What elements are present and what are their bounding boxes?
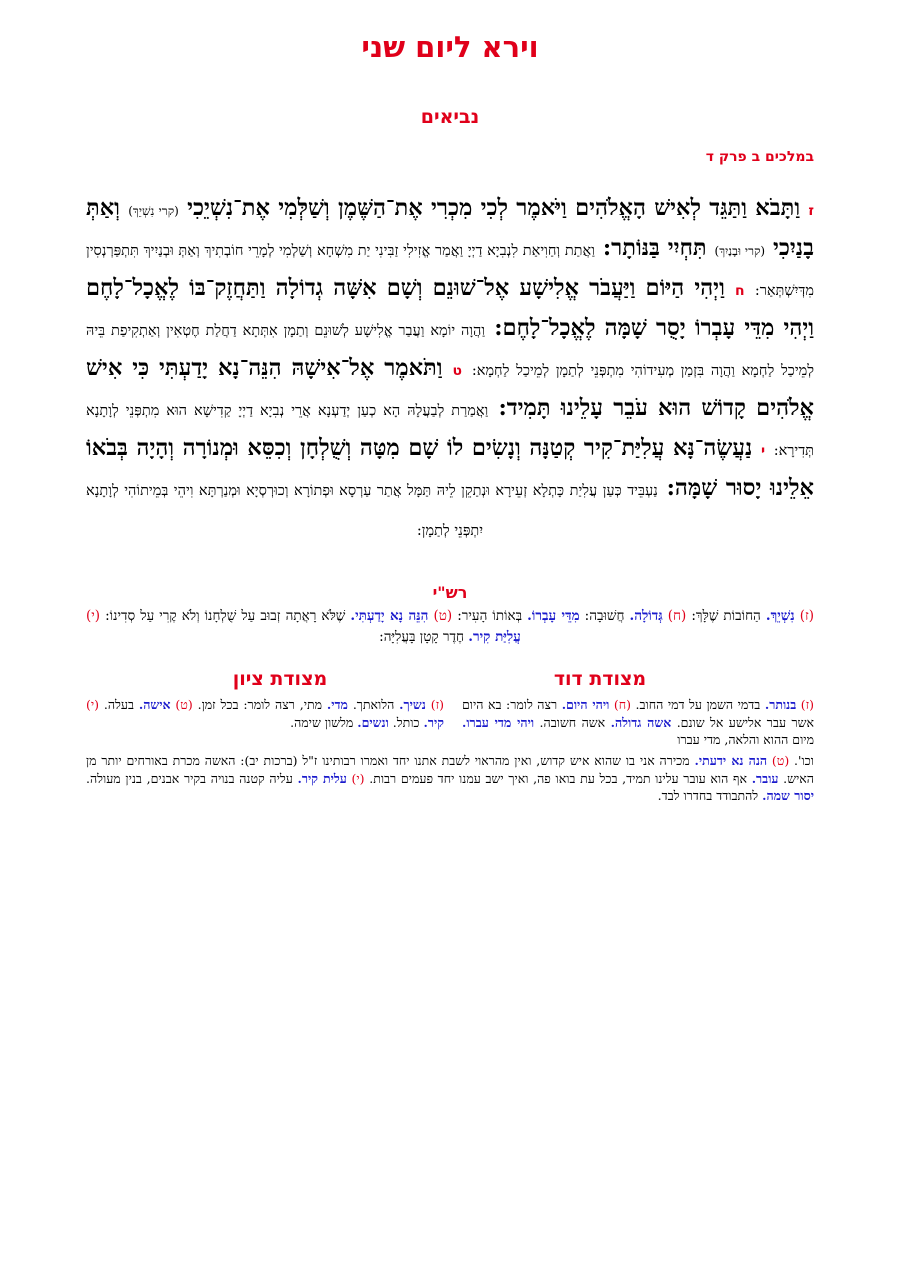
mt-text: כותל. xyxy=(392,714,420,730)
mt-heading-word: אישה. xyxy=(138,697,171,712)
verse-number: י xyxy=(760,443,766,459)
rashi-heading-word: הִנֵּה נָא יָדַעְתִּי. xyxy=(350,608,429,624)
chapter-reference: במלכים ב פרק ד xyxy=(705,149,814,165)
metzudat-tzion-column xyxy=(86,696,444,732)
targum-text: וַאֲתַת וְחַוִיאַת לִנְבִיָא דַיְיָ וַאֲמַר אֱזִילִי זַבִּינִי יַת מִשְׁחָא וְשַׁלְמִי לְמָרֵי חוֹבְתִיךְ וְאַתְּ וּבְנַיִיךְ תִּתְפַּרְנְסִין מִדְּיִשְׁתְּאַר: xyxy=(86,243,814,299)
rashi-heading-word: מִדֵּי עָבְרוֹ. xyxy=(527,608,580,624)
targum-text: נַעְבֵּיד כְּעַן עֲלִיַת כָּתְלָא זְעֵירָא וּנְתַקֵן לֵיהּ תַּמָּל אֲתַר עַרְסָא וּפְתוֹרָא וְכוּרְסְיָא וּמְנַרְתָּא וִיהֵי בְּמֵיתוֹהִי לְוָתָנָא יִתְפְּנֵי לְתַמָן: xyxy=(86,483,658,539)
md-heading-word: אשה גדולה. xyxy=(610,714,672,730)
section-title: נביאים xyxy=(420,106,480,128)
rashi-heading-word: נִשְׁיֵךְ. xyxy=(765,608,795,624)
targum-text: וַאֲמַרַת לְבַעֲלָהּ הָא כְעַן יְדַעְנָא אֲרֵי נְבִיָא דַיְיָ קַדִישָׁא הוּא מִתְפְּנֵי לְוָתָנָא תְּדִירָא: xyxy=(86,403,814,459)
verse-number: ז xyxy=(808,203,814,219)
rashi-commentary xyxy=(86,606,814,650)
verse-text: וְאַתְּ בָנַיִכִי xyxy=(86,195,814,261)
rashi-verse-number: (ז) xyxy=(799,608,814,624)
verse-text: וַיְהִי הַיּוֹם וַיַּעֲבֹר אֱלִישָׁע אֶל־שׁוּנֵם וְשָׁם אִשָּׁה גְדוֹלָה וַתַּחֲזֶק־בּוֹ לֶאֱכָל־לָחֶם וַיְהִי מִדֵּי עָבְרוֹ יָסֻר שָׁמָּה לֶאֱכָל־לָחֶם: xyxy=(86,275,814,341)
mt-heading-word: נשיך. xyxy=(399,697,426,712)
md-heading-word: עובר. xyxy=(751,770,779,786)
md-verse-number: (ט) xyxy=(771,753,790,768)
mt-heading-word: מדי. xyxy=(326,697,348,712)
md-verse-number: (ז) xyxy=(800,697,814,712)
metzudat-david-column xyxy=(462,696,814,750)
scripture-text xyxy=(86,190,814,580)
metzudat-david-continuation xyxy=(86,752,814,806)
md-text: אשה חשובה. xyxy=(539,714,606,730)
rashi-text: חֶדֶר קָטָן בָּעֲלִיָּה: xyxy=(379,629,464,645)
metzudat-david-heading: מצודת דוד xyxy=(553,668,647,690)
mt-heading-word: קיר. xyxy=(423,714,444,730)
md-text: רצה לומר: בא היום אשר עבר אלישע אל שונם. xyxy=(462,697,814,730)
md-heading-word: בנותר. xyxy=(764,697,797,712)
mt-text: מלשון שימה. xyxy=(290,714,354,730)
rashi-text: הַחוֹבוֹת שֶׁלָּךְ: xyxy=(691,608,761,624)
qre-note: (קרי נִשְׁיֵךְ) xyxy=(128,204,179,218)
mt-heading-word: ונשים. xyxy=(357,714,389,730)
md-text: מכירה אני בו שהוא איש קדוש, ואין מהראוי לשבת אתנו יחד ואמרו רבותינו ז"ל (ברכות יב): האשה מכרת באורחים יותר מן האיש. xyxy=(86,753,814,786)
metzudat-tzion-heading: מצודת ציון xyxy=(232,668,328,690)
rashi-verse-number: (ט) xyxy=(433,608,453,624)
md-text: מיום ההוא והלאה, מדי עברו xyxy=(677,732,814,747)
md-text: בדמי השמן על דמי החוב. xyxy=(635,697,761,712)
rashi-text: שֶׁלֹּא רָאֲתָה זְבוּב עַל שֻׁלְחָנוֹ וְלֹא קֶרִי עַל סְדִינוֹ: xyxy=(105,608,346,624)
md-heading-word: יסור שמה. xyxy=(762,788,814,803)
md-verse-number: (ח) xyxy=(613,697,632,712)
verse-number: ט xyxy=(452,363,462,379)
verse-number: ח xyxy=(735,283,745,299)
verse-text: וַתָּבֹא וַתַּגֵּד לְאִישׁ הָאֱלֹהִים וַיֹּאמֶר לְכִי מִכְרִי אֶת־הַשֶּׁמֶן וְשַׁלְּמִי אֶת־נִשְׁיֵכִי xyxy=(187,195,801,221)
mt-text: הלואתך. xyxy=(352,697,395,712)
md-verse-number: (י) xyxy=(351,770,365,786)
md-text: עליה קטנה בנויה בקיר אבנים, בנין מעולה. xyxy=(86,770,293,786)
verse-text: תִּחְיִי בַּנּוֹתָר: xyxy=(602,235,707,261)
rashi-heading-word: עֲלִיַּת קִיר. xyxy=(468,629,521,645)
rashi-heading: רש"י xyxy=(432,583,468,602)
md-heading-word: ויהי מדי עברו. xyxy=(462,714,535,730)
mt-text: בעלה. xyxy=(103,697,134,712)
md-heading-word: עלית קיר. xyxy=(297,770,347,786)
md-heading-word: ויהי היום. xyxy=(561,697,610,712)
rashi-verse-number: (י) xyxy=(86,608,101,624)
md-heading-word: הנה נא ידעתי. xyxy=(694,753,768,768)
qre-note: (קרי וּבָנַיִךְ) xyxy=(714,244,766,258)
md-text: אף הוא עובר עלינו תמיד, בכל עת בואו פה, ואיך ישב עמנו יחד פעמים רבות. xyxy=(369,770,747,786)
rashi-verse-number: (ח) xyxy=(667,608,687,624)
verse-text: וַתֹּאמֶר אֶל־אִישָׁהּ הִנֵּה־נָא יָדַעְתִּי כִּי אִישׁ אֱלֹהִים קָדוֹשׁ הוּא עֹבֵר עָלֵינוּ תָּמִיד: xyxy=(86,355,814,421)
mt-text: מתי, רצה לומר: בכל זמן. xyxy=(197,697,323,712)
md-text: וכו'. xyxy=(794,753,814,768)
rashi-text: בְּאוֹתוֹ הָעִיר: xyxy=(457,608,523,624)
page-title: וירא ליום שני xyxy=(361,30,539,64)
rashi-text: חֲשׁוּבָה: xyxy=(584,608,625,624)
verse-text: נַעֲשֶׂה־נָּא עֲלִיַּת־קִיר קְטַנָּה וְנָשִׂים לוֹ שָׁם מִטָּה וְשֻׁלְחָן וְכִסֵּא וּמְנוֹרָה וְהָיָה בְּבֹאוֹ אֵלֵינוּ יָסוּר שָׁמָּה: xyxy=(86,435,814,501)
rashi-heading-word: גְּדוֹלָה. xyxy=(629,608,663,624)
mt-verse-number: (ז) xyxy=(430,697,444,712)
mt-verse-number: (ט) xyxy=(175,697,193,712)
md-text: להתבודד בחדרו לבד. xyxy=(657,788,759,803)
targum-text: וַהֲוָה יוֹמָא וַעֲבַר אֱלִישָׁע לְשׁוּנֵם וְתַמָן אִתְּתָא דַחֲלַת חֶטְאִין וְאַתְקִיפַת בֵּיהּ לְמֵיכַל לַחְמָא וַהֲוָה בִּזְמַן מְעִידוֹהִי מִתְפְּנֵי לְתַמָן לְמֵיכַל לַחְמָא: xyxy=(86,323,814,379)
mt-verse-number: (י) xyxy=(86,697,100,712)
